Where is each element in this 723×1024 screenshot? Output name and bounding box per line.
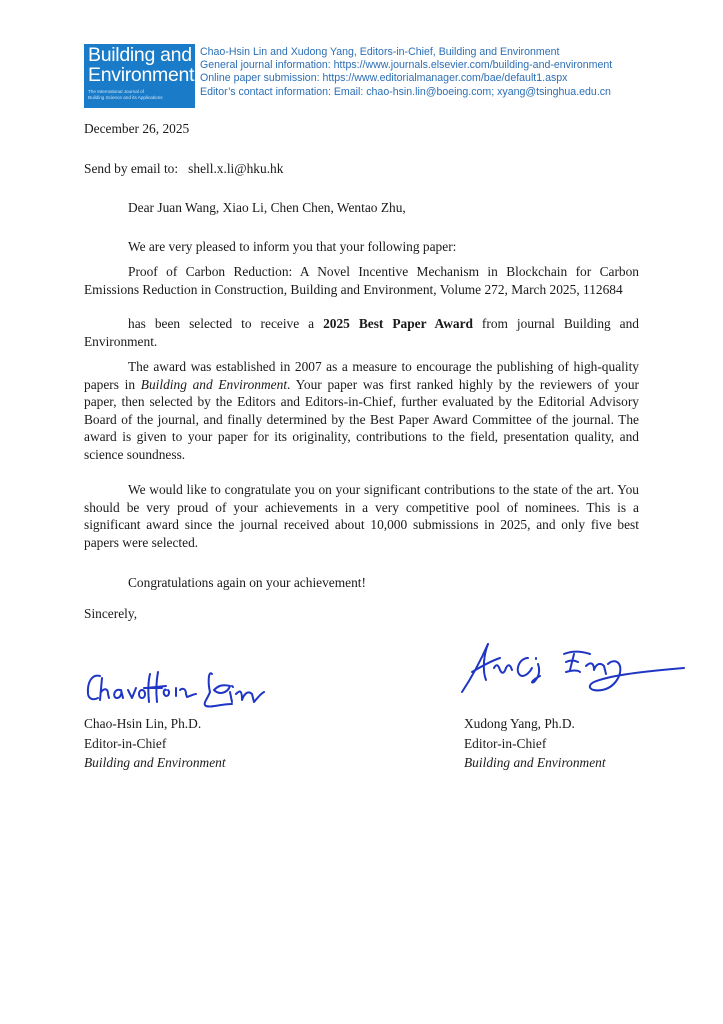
signature-xudong-yang [456,640,692,698]
submission-line: Online paper submission: https://www.editorialmanager.com/bae/default1.aspx [200,72,568,85]
logo-title-line2: Environment [88,64,195,86]
send-to-email: shell.x.li@hku.hk [188,161,284,176]
letterhead [84,44,684,110]
award-sentence-before: has been selected to receive a [128,316,324,331]
paper-citation [84,263,639,298]
award-sentence-after: from journal Building and Environment. [84,316,640,349]
journal-name-italic: Building and Environment [140,376,288,392]
journal-logo [84,44,195,108]
logo-subtitle [88,89,163,101]
send-to-label: Send by email to: [84,161,179,176]
signatory-1-title: Editor-in-Chief [84,735,167,751]
award-name: 2025 Best Paper Award [323,316,473,331]
signatory-2-journal: Building and Environment [464,755,606,770]
valediction: Sincerely, [84,606,138,621]
signatory-2-title: Editor-in-Chief [464,735,547,751]
award-history-paragraph [84,358,639,464]
award-history-part1: The award was established in 2007 as a measure to encourage the publishing of high-quality papers in [84,359,639,392]
letterhead-info [200,46,612,99]
congrats-paragraph [84,481,639,551]
journal-info-line: General journal information: https://www.journals.elsevier.com/building-and-environment [200,59,613,72]
paper-citation-text: Proof of Carbon Reduction: A Novel Incentive Mechanism in Blockchain for Carbon Emissions Reduction in Construction, Building and Environment, Volume 272, March 2025, 112684 [84,264,639,297]
signatory-2-name: Xudong Yang, Ph.D. [464,716,575,731]
intro-sentence: We are very pleased to inform you that your following paper: [128,239,457,254]
signatory-1-journal: Building and Environment [84,755,226,770]
award-sentence [84,315,639,350]
letter-date: December 26, 2025 [84,121,190,136]
logo-subtitle-line2: Building Science and its Applications [88,95,163,100]
congrats-paragraph-text: We would like to congratulate you on your significant contributions to the state of the art. You should be very proud of your achievements in a very competitive pool of nominees. This is a significant award since the journal received about 10,000 submissions in 2025, and only five best papers were selected. [84,482,639,550]
salutation: Dear Juan Wang, Xiao Li, Chen Chen, Wentao Zhu, [128,200,406,215]
send-to-line [84,160,639,177]
logo-title [88,45,194,85]
signatory-1 [84,714,226,773]
logo-subtitle-line1: The International Journal of [88,89,144,94]
signatory-2 [464,714,606,773]
award-history-part2: . Your paper was first ranked highly by the reviewers of your paper, then selected by the Editors and Editors-in-Chief, further evaluated by the Editorial Advisory Board of the journal, and finally determined by the Best Paper Award Committee of the journal. The award is given to your paper for its originality, contributions to the field, presentation quality, and science soundness. [84,376,640,462]
signatory-1-name: Chao-Hsin Lin, Ph.D. [84,716,202,731]
contact-line: Editor’s contact information: Email: chao-hsin.lin@boeing.com; xyang@tsinghua.edu.cn [200,85,611,98]
editors-line: Chao-Hsin Lin and Xudong Yang, Editors-in-Chief, Building and Environment [200,46,560,58]
closing-congrats: Congratulations again on your achievement! [128,575,366,590]
logo-title-line1: Building and [88,44,192,66]
signature-chao-hsin-lin [84,664,274,714]
